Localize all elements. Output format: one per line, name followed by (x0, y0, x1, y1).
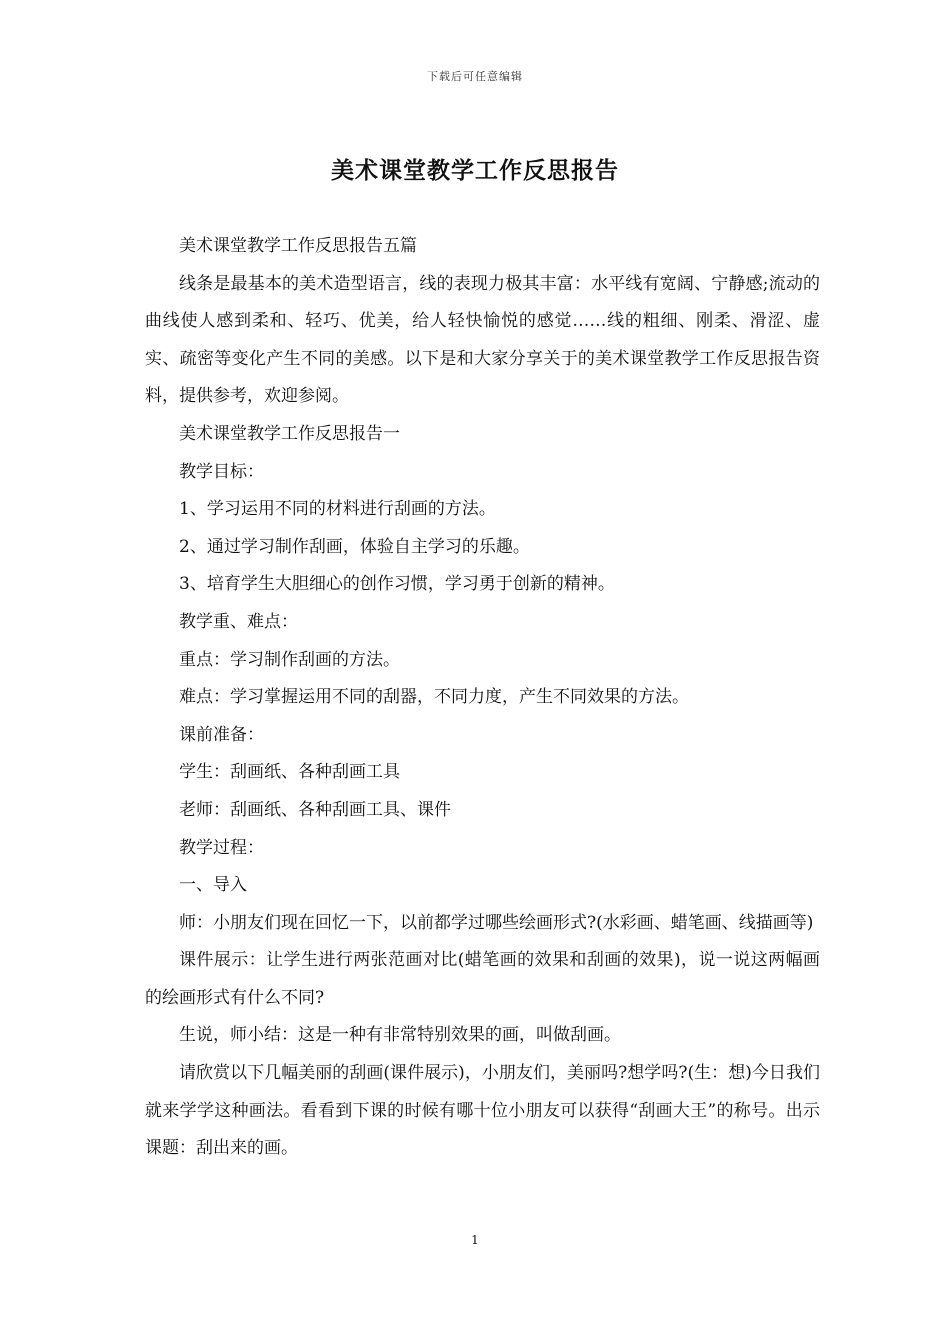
header-note: 下载后可任意编辑 (427, 70, 523, 83)
paragraph-key-points: 教学重、难点： (179, 611, 298, 632)
paragraph-intro: 线条是最基本的美术造型语言，线的表现力极其丰富：水平线有宽阔、宁静感;流动的曲线使人感到柔和、轻巧、优美，给人轻快愉悦的感觉……线的粗细、刚柔、滑涩、虚实、疏密等变化产生不同的美感。以下是和大家分享关于的美术课堂教学工作反思报告资料，提供参考，欢迎参阅。 (145, 273, 820, 407)
paragraph-summary: 生说，师小结：这是一种有非常特别效果的画，叫做刮画。 (179, 1025, 621, 1046)
paragraph-difficulty: 难点：学习掌握运用不同的刮器，不同力度，产生不同效果的方法。 (179, 687, 689, 708)
paragraph-teacher-question: 师：小朋友们现在回忆一下，以前都学过哪些绘画形式?(水彩画、蜡笔画、线描画等) (179, 912, 814, 933)
paragraph-students: 学生：刮画纸、各种刮画工具 (179, 762, 400, 783)
paragraph-process: 教学过程： (179, 837, 264, 858)
page-number: 1 (471, 1233, 479, 1247)
paragraph-courseware: 课件展示：让学生进行两张范画对比(蜡笔画的效果和刮画的效果)，说一说这两幅画的绘画形式有什么不同? (145, 950, 820, 1008)
paragraph-section-heading: 美术课堂教学工作反思报告一 (179, 423, 400, 444)
paragraph-subtitle: 美术课堂教学工作反思报告五篇 (179, 236, 417, 256)
paragraph-preparation: 课前准备： (179, 724, 264, 745)
paragraph-teaching-goals: 教学目标： (179, 461, 264, 482)
document-body (145, 228, 820, 1168)
paragraph-intro-step: 一、导入 (179, 875, 247, 896)
paragraph-focus: 重点：学习制作刮画的方法。 (179, 649, 400, 670)
paragraph-teacher: 老师：刮画纸、各种刮画工具、课件 (179, 799, 451, 820)
paragraph-goal-3: 3、培育学生大胆细心的创作习惯，学习勇于创新的精神。 (179, 574, 615, 595)
document-title: 美术课堂教学工作反思报告 (331, 157, 619, 184)
paragraph-appreciation: 请欣赏以下几幅美丽的刮画(课件展示)，小朋友们，美丽吗?想学吗?(生：想)今日我们就来学学这种画法。看看到下课的时候有哪十位小朋友可以获得“刮画大王”的称号。出示课题：刮出来的画。 (145, 1063, 820, 1159)
paragraph-goal-2: 2、通过学习制作刮画，体验自主学习的乐趣。 (179, 536, 530, 557)
paragraph-goal-1: 1、学习运用不同的材料进行刮画的方法。 (179, 499, 496, 520)
